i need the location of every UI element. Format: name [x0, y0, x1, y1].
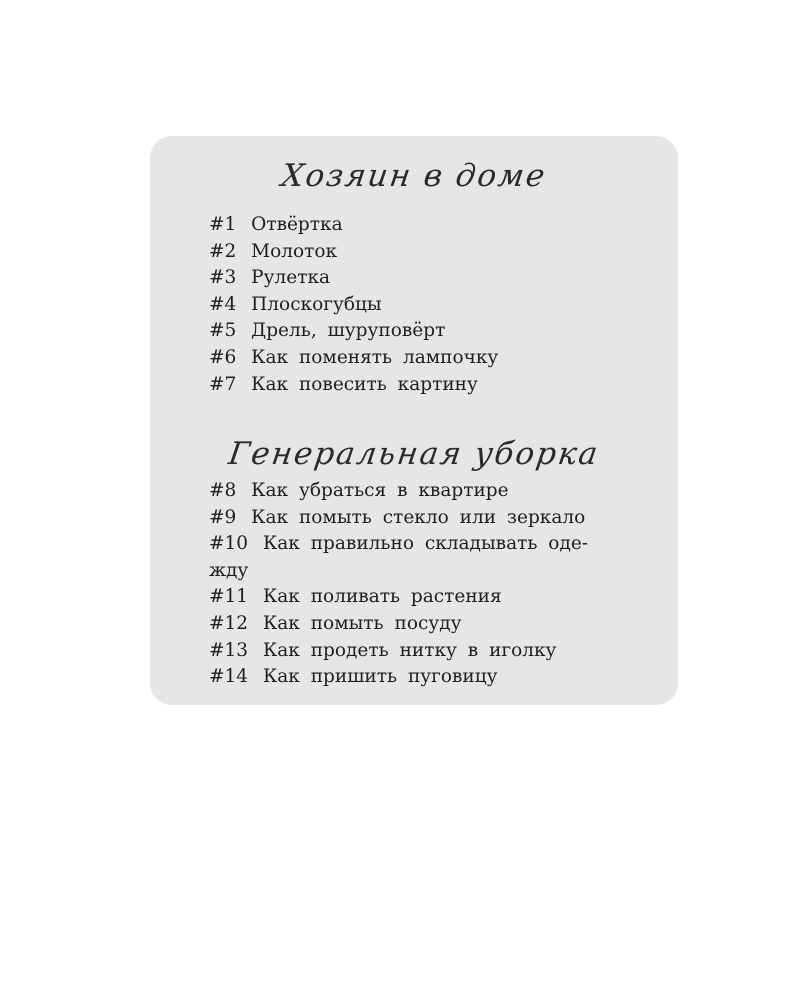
item-text: Как повесить картину — [251, 373, 478, 395]
item-text: Как продеть нитку в иголку — [262, 639, 557, 661]
item-text: Как помыть стекло или зеркало — [251, 506, 586, 528]
item-text: Как пришить пуговицу — [262, 666, 498, 688]
list-item — [209, 345, 619, 372]
section-list-spring-cleaning — [209, 478, 619, 691]
item-number: #12 — [209, 612, 249, 634]
item-number: #3 — [209, 267, 237, 289]
item-number: #14 — [209, 666, 249, 688]
list-item — [209, 531, 619, 558]
item-text: Как поливать растения — [262, 586, 502, 608]
list-item — [209, 212, 619, 239]
item-number: #1 — [209, 214, 237, 235]
section-title-master-at-home: Хозяин в доме — [279, 158, 549, 194]
list-item — [209, 292, 619, 319]
item-text: Отвёртка — [251, 214, 343, 235]
list-item-continuation: жду — [209, 559, 249, 581]
item-text: Как правильно складывать оде- — [262, 533, 589, 555]
list-item — [209, 372, 619, 399]
item-number: #11 — [209, 586, 249, 608]
item-text: Плоскогубцы — [251, 293, 382, 315]
item-number: #5 — [209, 320, 237, 342]
item-number: #4 — [209, 293, 237, 315]
list-item — [209, 664, 619, 691]
item-number: #10 — [209, 533, 249, 555]
list-item — [209, 265, 619, 292]
list-item — [209, 505, 619, 532]
item-number: #7 — [209, 373, 237, 395]
contents-panel — [150, 136, 678, 705]
list-item — [209, 638, 619, 665]
item-text: Как помыть посуду — [262, 612, 462, 634]
list-item — [209, 584, 619, 611]
item-text: Как поменять лампочку — [251, 346, 499, 368]
item-number: #9 — [209, 506, 237, 528]
item-text: Рулетка — [251, 267, 331, 289]
item-text: Как убраться в квартире — [251, 480, 509, 501]
list-item — [209, 318, 619, 345]
item-number: #8 — [209, 480, 237, 501]
item-text: Дрель, шуруповёрт — [251, 320, 446, 342]
item-text: Молоток — [251, 240, 338, 262]
section-list-master-at-home — [209, 212, 619, 398]
list-item — [209, 611, 619, 638]
list-item — [209, 239, 619, 266]
item-number: #13 — [209, 639, 249, 661]
item-number: #6 — [209, 346, 237, 368]
list-item — [209, 478, 619, 505]
section-title-spring-cleaning: Генеральная уборка — [226, 436, 602, 472]
item-number: #2 — [209, 240, 237, 262]
